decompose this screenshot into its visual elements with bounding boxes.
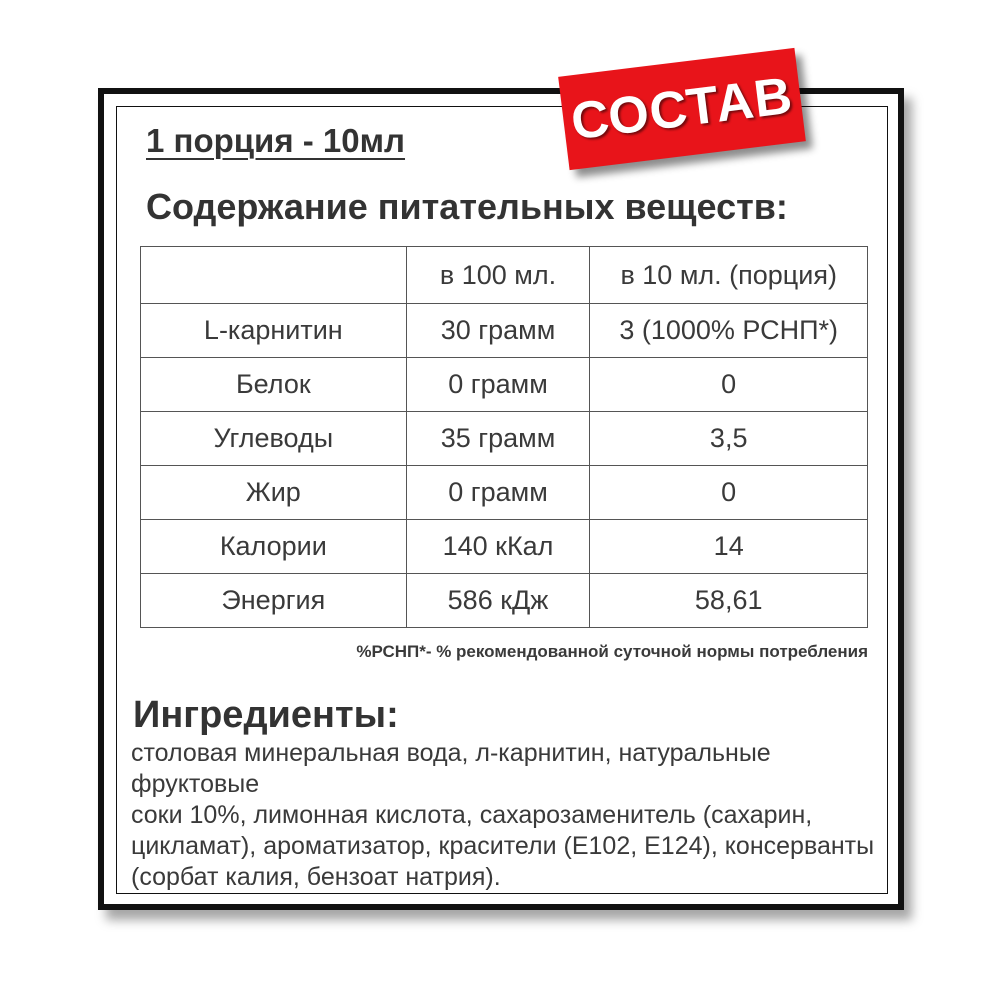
ingredients-line: цикламат), ароматизатор, красители (Е102, Е124), консерванты (131, 832, 875, 860)
table-cell-per-100ml: 586 кДж (406, 574, 590, 628)
table-row (141, 304, 868, 358)
ingredients-line: (сорбат калия, бензоат натрия). (131, 863, 501, 891)
ingredients-line: столовая минеральная вода, л-карнитин, натуральные фруктовые (131, 739, 771, 798)
table-cell-per-serving: 3,5 (590, 412, 868, 466)
ingredients-heading: Ингредиенты: (133, 694, 399, 736)
table-cell-per-serving: 58,61 (590, 574, 868, 628)
table-header-cell (141, 247, 407, 304)
table-cell-nutrient: Калории (141, 520, 407, 574)
nutrients-heading: Содержание питательных веществ: (146, 186, 788, 227)
table-row (141, 412, 868, 466)
table-cell-nutrient: L-карнитин (141, 304, 407, 358)
table-row (141, 574, 868, 628)
ingredients-text (131, 738, 881, 893)
serving-size: 1 порция - 10мл (146, 122, 406, 159)
table-header-cell: в 10 мл. (порция) (590, 247, 868, 304)
table-row (141, 358, 868, 412)
table-header-cell: в 100 мл. (406, 247, 590, 304)
composition-badge-label: СОСТАВ (568, 66, 796, 152)
ingredients-line: соки 10%, лимонная кислота, сахарозаменитель (сахарин, (131, 801, 813, 829)
table-cell-nutrient: Жир (141, 466, 407, 520)
table-header-row (141, 247, 868, 304)
table-cell-per-100ml: 35 грамм (406, 412, 590, 466)
table-cell-per-serving: 0 (590, 358, 868, 412)
table-cell-per-serving: 0 (590, 466, 868, 520)
table-cell-nutrient: Белок (141, 358, 407, 412)
rdi-footnote: %РСНП*- % рекомендованной суточной нормы потребления (356, 642, 868, 661)
table-cell-per-100ml: 30 грамм (406, 304, 590, 358)
table-cell-nutrient: Углеводы (141, 412, 407, 466)
table-row (141, 520, 868, 574)
table-cell-per-100ml: 0 грамм (406, 466, 590, 520)
table-cell-per-100ml: 140 кКал (406, 520, 590, 574)
table-cell-per-serving: 3 (1000% РСНП*) (590, 304, 868, 358)
table-row (141, 466, 868, 520)
nutrition-table (140, 246, 868, 628)
table-cell-per-serving: 14 (590, 520, 868, 574)
table-cell-nutrient: Энергия (141, 574, 407, 628)
table-cell-per-100ml: 0 грамм (406, 358, 590, 412)
